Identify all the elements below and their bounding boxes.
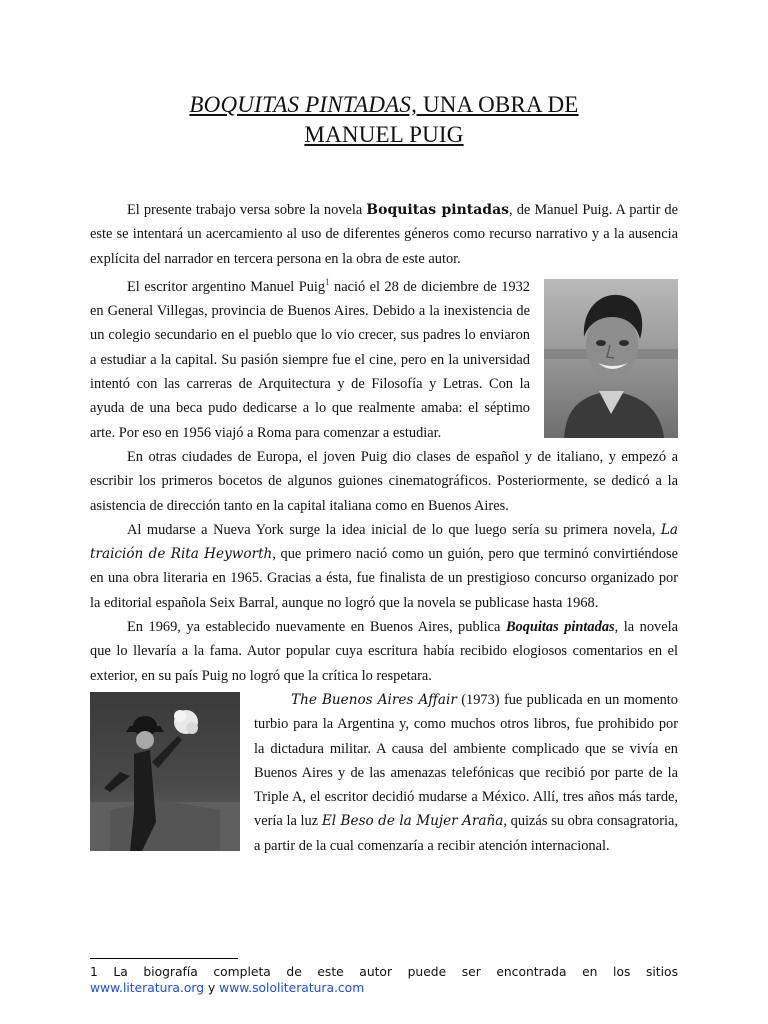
paragraph-2-rest: nació el 28 de diciembre de 1932 en General Villegas, provincia de Buenos Aires. Debido a la inexistencia de un colegio secundario en el pueblo que lo vio crecer, sus padres lo enviaron a estudiar a la capital. Su pasión siempre fue el cine, pero en la universidad intentó con las carreras de Arquitectura y de Filosofía y Letras. Con la ayuda de una beca pudo dedicarse a lo que realmente amaba: el séptimo arte. Por eso en 1956 viajó a Roma para comenzar a estudiar. xyxy=(90,279,530,441)
footnote-line-1: 1 La biografía completa de este autor puede ser encontrada en los sitios xyxy=(90,965,678,979)
hat-man-photo xyxy=(90,692,240,851)
paragraph-2: El escritor argentino Manuel Puig$^1$ nació el 28 de diciembre de 1932 en General Villegas, provincia de Buenos Aires. Debido a la inexistencia de un colegio secundario en el pueblo que lo vio crecer, sus padres lo enviaron a estudiar a la capital. Su pasión siempre fue el cine, pero en la universidad intentó con las carreras de Arquitectura y de Filosofía y Letras. Con la ayuda de una beca pudo dedicarse a lo que realmente amaba: el séptimo arte. Por eso en 1956 viajó a Roma para comenzar a estudiar. xyxy=(90,275,678,445)
title-italic: BOQUITAS PINTADAS, xyxy=(189,92,418,117)
footnote xyxy=(90,964,678,996)
footnote-reference[interactable]: 1 xyxy=(325,277,330,288)
paragraph-4: Al mudarse a Nueva York surge la idea inicial de lo que luego sería su primera novela, La traición de Rita Heyworth, que primero nació como un guión, pero que terminó convirtiéndose en una obra literaria en 1965. Gracias a ésta, fue finalista de un prestigioso concurso organizado por la editorial española Seix Barral, aunque no logró que la novela se publicase hasta 1968. xyxy=(90,521,678,611)
italic-title: La traición de Rita Heyworth xyxy=(90,521,678,563)
portrait-photo xyxy=(544,279,678,438)
footnote-line-2: www.literatura.org y www.sololiteratura.com xyxy=(90,981,365,995)
paragraph-3: En otras ciudades de Europa, el joven Puig dio clases de español y de italiano, y empezó a escribir los primeros bocetos de algunos guiones cinematográficos. Posteriormente, se dedicó a la asistencia de dirección tanto en la capital italiana como en Buenos Aires. xyxy=(90,448,678,514)
document-title xyxy=(90,90,678,150)
link-literatura[interactable]: www.literatura.org xyxy=(90,981,205,995)
title-line2: MANUEL PUIG xyxy=(304,122,464,147)
footnote-separator xyxy=(90,958,238,959)
footnote-number: 1 xyxy=(90,965,98,979)
hat-man-image xyxy=(90,692,240,851)
document-body xyxy=(90,198,678,858)
bold-italic-title: Boquitas pintadas xyxy=(505,619,615,636)
paragraph-6: The Buenos Aires Affair (1973) fue publicada en un momento turbio para la Argentina y, como muchos otros libros, fue prohibido por la dictadura militar. A causa del ambiente complicado que se vivía en Buenos Aires y de las amenazas telefónicas que recibió por parte de la Triple A, el escritor decidió mudarse a México. Allí, tres años más tarde, vería la luz El Beso de la Mujer Araña, quizás su obra consagratoria, a partir de la cual comenzaría a recibir atención internacional. xyxy=(90,688,678,858)
italic-title-2: The Buenos Aires Affair xyxy=(291,691,457,708)
paragraph-1: El presente trabajo versa sobre la novela Boquitas pintadas, de Manuel Puig. A partir de este se intentará un acercamiento al uso de diferentes géneros como recurso narrativo y a la ausencia explícita del narrador en tercera persona en la obra de este autor. xyxy=(90,202,678,267)
italic-title-3: El Beso de la Mujer Araña xyxy=(321,813,504,830)
portrait-image xyxy=(544,279,678,438)
link-sololiteratura[interactable]: www.sololiteratura.com xyxy=(219,981,365,995)
paragraph-5: En 1969, ya establecido nuevamente en Buenos Aires, publica Boquitas pintadas, la novela que lo llevaría a la fama. Autor popular cuya escritura había recibido elogiosos comentarios en el exterior, en su país Puig no logró que la crítica lo respetara. xyxy=(90,619,678,684)
bold-title: Boquitas pintadas xyxy=(366,202,510,218)
title-rest: UNA OBRA DE xyxy=(417,92,579,117)
